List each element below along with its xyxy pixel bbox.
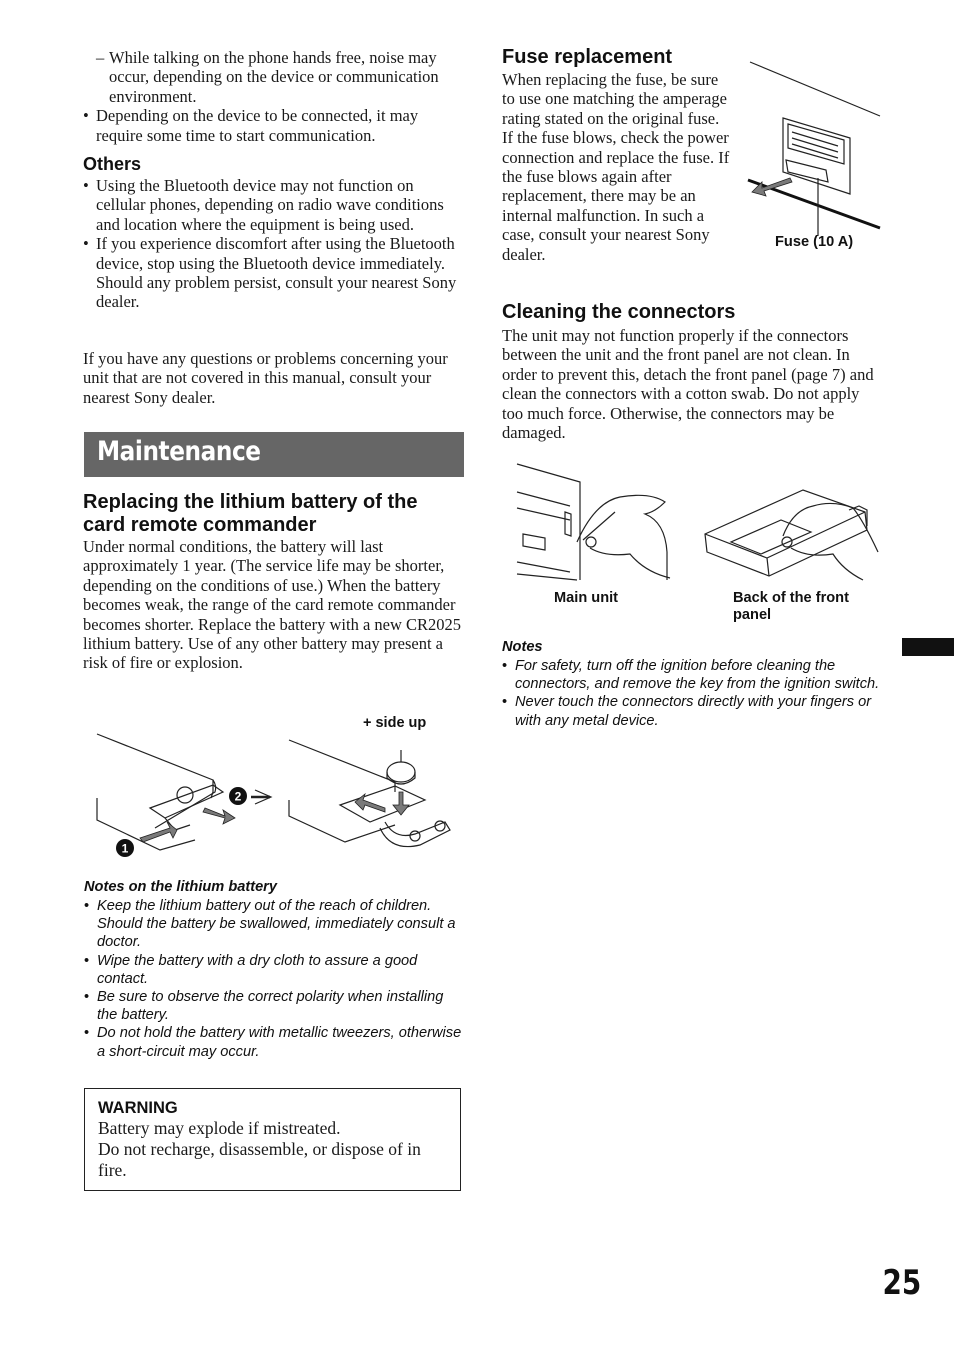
- cleaning-note-1: For safety, turn off the ignition before cleaning the connectors, and remove the key from the ignition switch.: [515, 658, 880, 693]
- list-item: • For safety, turn off the ignition before cleaning the connectors, and remove the key from the ignition switch.: [502, 657, 884, 693]
- fuse-label: Fuse (10 A): [775, 234, 854, 250]
- list-item: • Keep the lithium battery out of the reach of children. Should the battery be swallowed, immediately consult a doctor.: [84, 897, 464, 952]
- section-tab-marker: [902, 638, 954, 656]
- main-unit-figure: [515, 462, 675, 582]
- dash-item: [83, 48, 463, 106]
- svg-text:2: 2: [234, 789, 242, 804]
- others-item-2: If you experience discomfort after using the Bluetooth device, stop using the Bluetooth device immediately. Should any problem persist, consult your nearest Sony dealer.: [96, 234, 457, 312]
- cleaning-notes-heading: Notes: [502, 639, 543, 655]
- bullet-marker: •: [83, 106, 89, 126]
- warning-heading: WARNING: [98, 1099, 178, 1117]
- others-heading: Others: [83, 154, 142, 174]
- warning-line-2: Do not recharge, disassemble, or dispose of in fire.: [98, 1139, 421, 1180]
- cleaning-body: The unit may not function properly if the connectors between the unit and the front panel are not clean. In order to prevent this, detach the front panel (page 7) and clean the connectors with a cotton swab. Do not apply too much force. Otherwise, the connectors may be damaged.: [502, 326, 874, 443]
- list-item: • Be sure to observe the correct polarity when installing the battery.: [84, 988, 464, 1024]
- battery-body: Under normal conditions, the battery will last approximately 1 year. (The service life may be shorter, depending on the conditions of use.) When the battery becomes weak, the range of the card remote commander becomes shorter. Replace the battery with a new CR2025 lithium battery. Use of any other battery may present a risk of fire or explosion.: [83, 537, 462, 673]
- maintenance-banner: [84, 432, 464, 477]
- fuse-body: When replacing the fuse, be sure to use one matching the amperage rating stated on the original fuse. If the fuse blows, check the power connection and replace the fuse. If the fuse blows again after replacement, there may be an internal malfunction. In such a case, consult your nearest Sony dealer.: [502, 70, 730, 264]
- back-panel-figure: [703, 470, 878, 585]
- intro-list: [83, 48, 463, 145]
- others-closing: If you have any questions or problems concerning your unit that are not covered in this manual, consult your nearest Sony dealer.: [83, 349, 448, 407]
- battery-notes-heading: Notes on the lithium battery: [84, 879, 277, 895]
- cleaning-note-2: Never touch the connectors directly with your fingers or with any metal device.: [515, 694, 872, 729]
- maintenance-title: Maintenance: [97, 436, 261, 467]
- others-item-1: Using the Bluetooth device may not function on cellular phones, depending on radio wave conditions and location where the equipment is being used.: [96, 176, 444, 234]
- battery-note-3: Be sure to observe the correct polarity when installing the battery.: [97, 989, 444, 1024]
- caption-back-panel: Back of the front panel: [733, 590, 849, 623]
- battery-note-1: Keep the lithium battery out of the reach of children. Should the battery be swallowed, immediately consult a doctor.: [97, 898, 456, 951]
- page-number: 25: [882, 1263, 921, 1303]
- bullet-item: [83, 106, 463, 145]
- list-item: • If you experience discomfort after using the Bluetooth device, stop using the Bluetooth device immediately. Should any problem persist, consult your nearest Sony dealer.: [83, 234, 463, 312]
- fuse-figure: [748, 60, 883, 235]
- others-list: [83, 176, 463, 312]
- battery-heading: Replacing the lithium battery of the card remote commander: [83, 491, 418, 536]
- list-item: • Never touch the connectors directly with your fingers or with any metal device.: [502, 693, 884, 729]
- battery-note-2: Wipe the battery with a dry cloth to assure a good contact.: [97, 952, 418, 987]
- caption-main-unit: Main unit: [554, 590, 619, 606]
- battery-figure: [95, 730, 465, 860]
- bullet-item-text: Depending on the device to be connected, it may require some time to start communication.: [96, 106, 419, 145]
- cleaning-heading: Cleaning the connectors: [502, 301, 736, 323]
- cleaning-notes-list: [502, 657, 884, 730]
- dash-item-text: While talking on the phone hands free, noise may occur, depending on the device or communication environment.: [109, 48, 439, 106]
- fuse-heading: Fuse replacement: [502, 46, 673, 68]
- battery-note-4: Do not hold the battery with metallic tweezers, otherwise a short-circuit may occur.: [97, 1025, 462, 1060]
- svg-text:1: 1: [121, 841, 129, 856]
- warning-box: [84, 1088, 461, 1191]
- list-item: • Using the Bluetooth device may not function on cellular phones, depending on radio wave conditions and location where the equipment is being used.: [83, 176, 463, 234]
- list-item: • Wipe the battery with a dry cloth to assure a good contact.: [84, 952, 464, 988]
- warning-line-1: Battery may explode if mistreated.: [98, 1118, 341, 1138]
- dash-marker: –: [96, 48, 105, 67]
- battery-notes-list: [84, 897, 464, 1061]
- list-item: • Do not hold the battery with metallic tweezers, otherwise a short-circuit may occur.: [84, 1024, 464, 1060]
- side-up-label: + side up: [363, 715, 427, 731]
